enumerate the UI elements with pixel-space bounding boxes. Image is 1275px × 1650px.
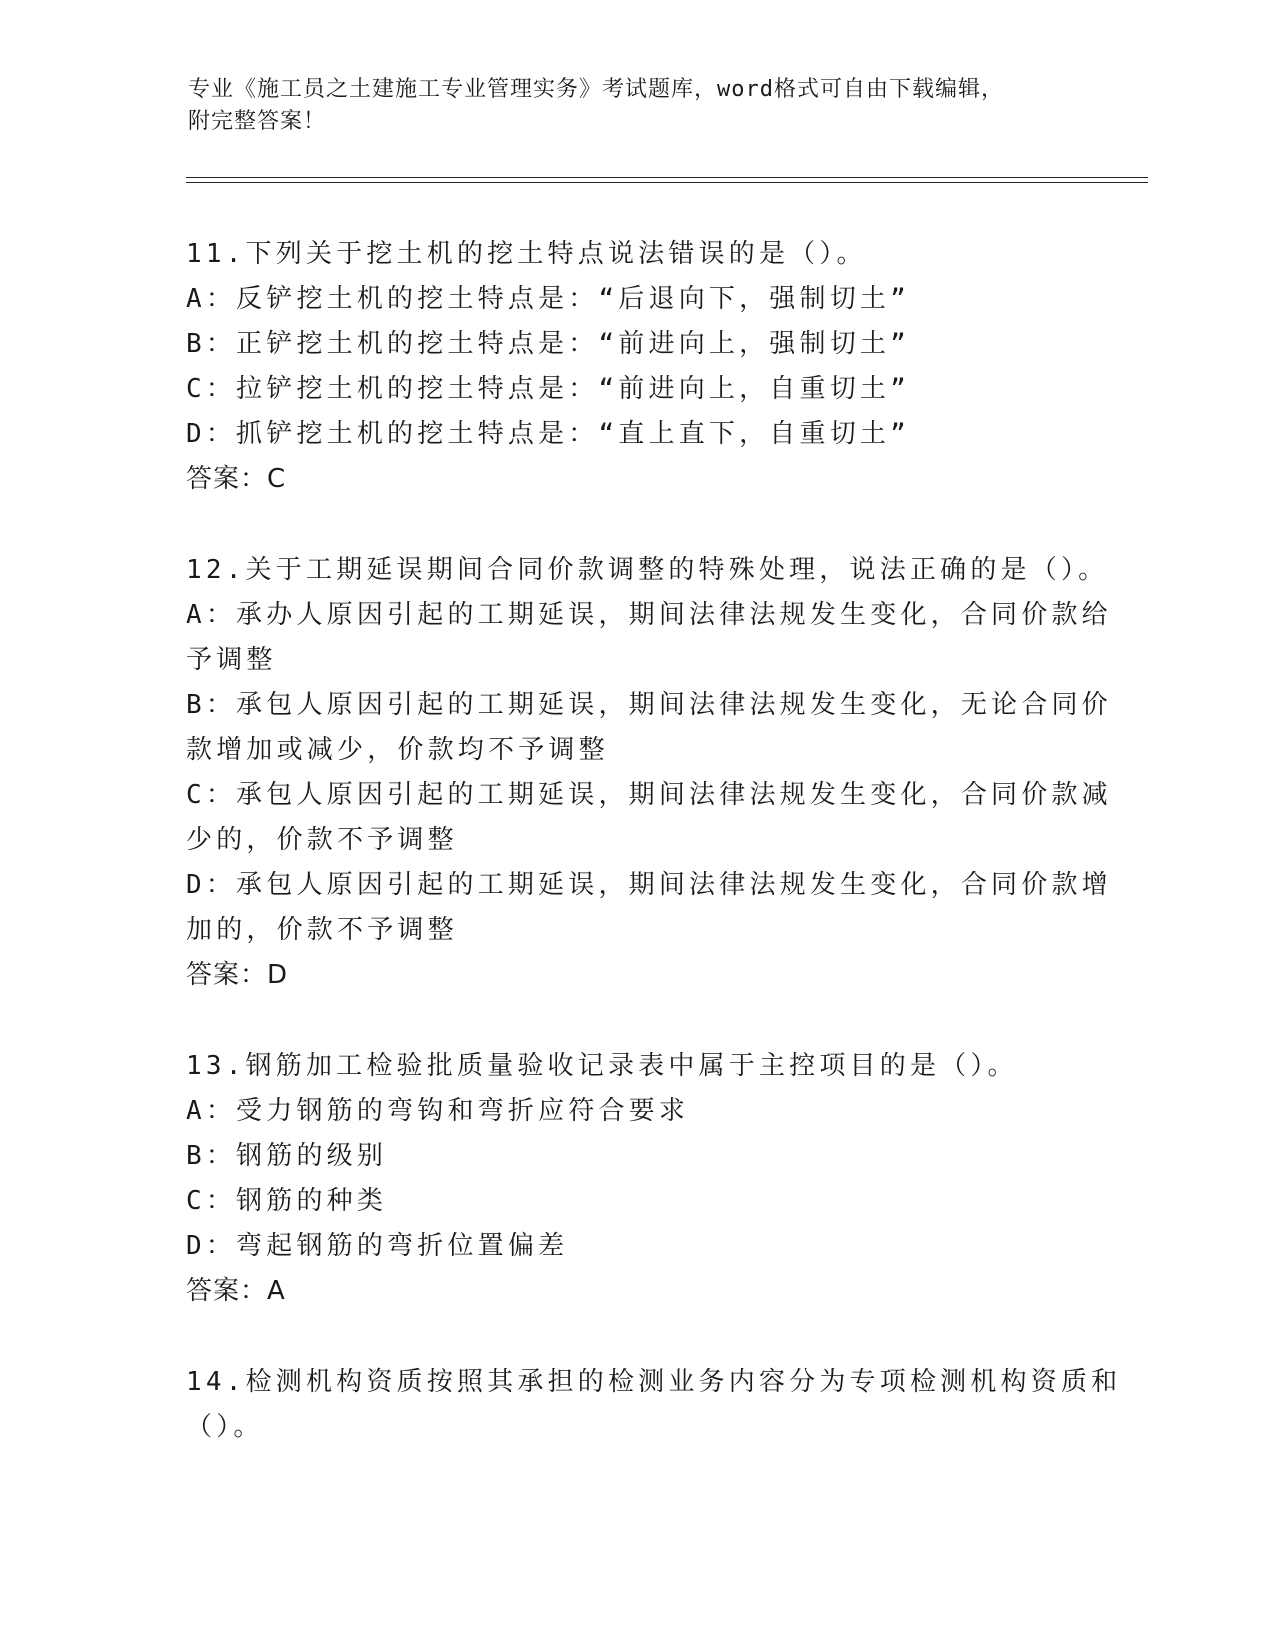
- option-a-continued: 予调整: [186, 645, 277, 675]
- question-11: [186, 232, 1086, 502]
- option-d: D：抓铲挖土机的挖土特点是：“直上直下，自重切土”: [186, 419, 910, 449]
- option-b-continued: 款增加或减少，价款均不予调整: [186, 735, 609, 765]
- option-d: D：承包人原因引起的工期延误，期间法律法规发生变化，合同价款增: [186, 870, 1112, 900]
- question-13: [186, 1044, 1086, 1314]
- question-14: [186, 1360, 1122, 1450]
- question-12: [186, 548, 1112, 998]
- option-a: A：承办人原因引起的工期延误，期间法律法规发生变化，合同价款给: [186, 600, 1112, 630]
- header-line-2: 附完整答案！: [188, 109, 327, 134]
- answer-label: 答案：A: [186, 1276, 286, 1306]
- option-d-continued: 加的，价款不予调整: [186, 915, 458, 945]
- option-b: B：正铲挖土机的挖土特点是：“前进向上，强制切土”: [186, 329, 910, 359]
- question-stem: 12.关于工期延误期间合同价款调整的特殊处理，说法正确的是（）。: [186, 555, 1109, 585]
- question-stem: 14.检测机构资质按照其承担的检测业务内容分为专项检测机构资质和: [186, 1367, 1122, 1397]
- option-c: C：钢筋的种类: [186, 1186, 388, 1216]
- header-double-rule: [186, 177, 1148, 183]
- document-header: [188, 74, 1068, 138]
- option-a: A：受力钢筋的弯钩和弯折应符合要求: [186, 1096, 690, 1126]
- option-c: C：拉铲挖土机的挖土特点是：“前进向上，自重切土”: [186, 374, 910, 404]
- option-b: B：承包人原因引起的工期延误，期间法律法规发生变化，无论合同价: [186, 690, 1112, 720]
- option-a: A：反铲挖土机的挖土特点是：“后退向下，强制切土”: [186, 284, 910, 314]
- option-c: C：承包人原因引起的工期延误，期间法律法规发生变化，合同价款减: [186, 780, 1112, 810]
- option-b: B：钢筋的级别: [186, 1141, 388, 1171]
- question-stem-continued: （）。: [186, 1412, 264, 1442]
- question-stem: 11.下列关于挖土机的挖土特点说法错误的是（）。: [186, 239, 867, 269]
- answer-label: 答案：C: [186, 464, 287, 494]
- header-line-1: 专业《施工员之土建施工专业管理实务》考试题库，word格式可自由下载编辑，: [188, 77, 1004, 102]
- question-stem: 13.钢筋加工检验批质量验收记录表中属于主控项目的是（）。: [186, 1051, 1018, 1081]
- option-d: D：弯起钢筋的弯折位置偏差: [186, 1231, 569, 1261]
- answer-label: 答案：D: [186, 960, 289, 990]
- option-c-continued: 少的，价款不予调整: [186, 825, 458, 855]
- question-list: [186, 232, 1122, 1496]
